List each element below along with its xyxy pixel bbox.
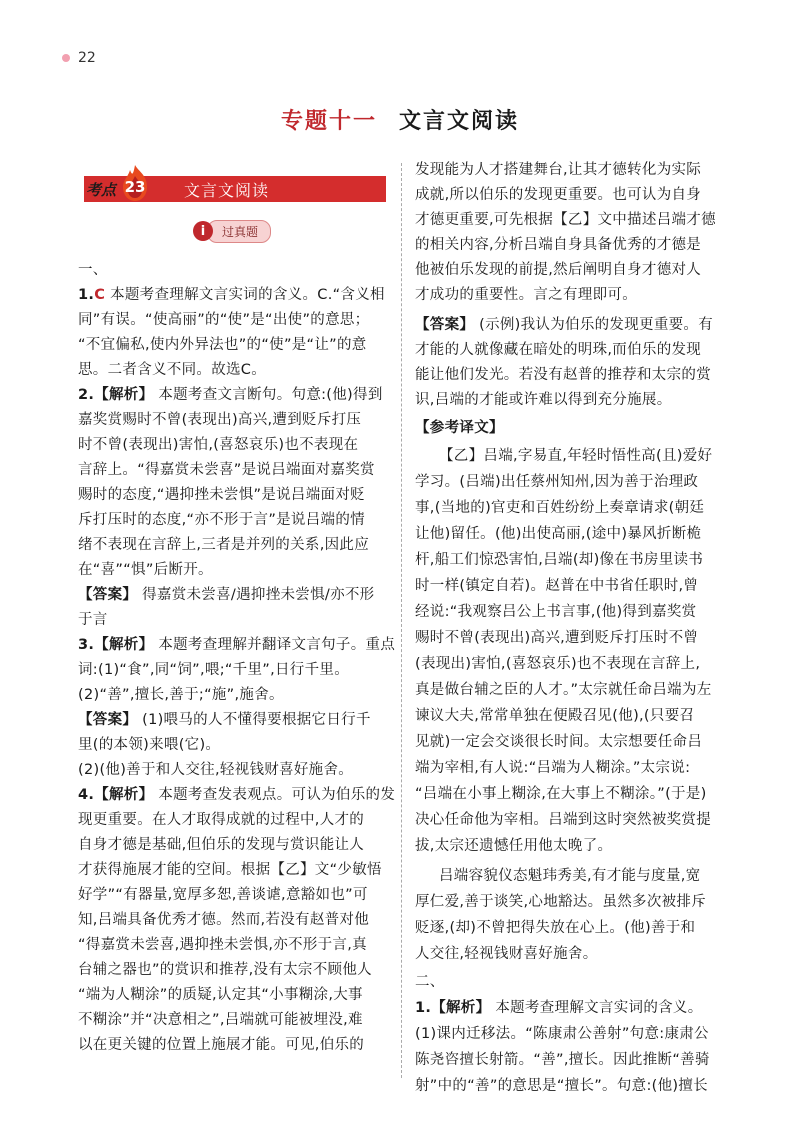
text-line: 人交往,轻视钱财喜好施舍。 [415,946,598,962]
text-line: 词:(1)“食”,同“饲”,喂;“千里”,日行千里。 [78,662,350,678]
text-line: 1.C 本题考查理解文言实词的含义。C.“含义相 [78,287,385,303]
text-line: 2.【解析】 本题考查文言断句。句意:(他)得到 [78,387,383,403]
text-line: 厚仁爱,善于谈笑,心地豁达。虽然多次被排斥 [415,894,707,910]
text-line: 让他)留任。(他)出使高丽,(途中)暴风折断桅 [415,526,702,542]
text-line: 才成功的重要性。言之有理即可。 [415,287,637,303]
page-number-text: 22 [78,50,96,66]
text-line: 里(的本领)来喂(它)。 [78,737,221,753]
text-line: “端为人糊涂”的质疑,认定其“小事糊涂,大事 [78,987,363,1003]
text-line: “不宜偏私,使内外异法也”的“使”是“让”的意 [78,337,367,353]
chapter-title-part1: 专题十一 [280,109,377,134]
chapter-title-part2: 文言文阅读 [399,109,520,134]
text-line: 赐时的态度,“遇抑挫未尝惧”是说吕端面对贬 [78,487,365,503]
text-line: 【答案】 (1)喂马的人不懂得要根据它日行千 [78,712,371,728]
text-line: 拔,太宗还遗憾任用他太晚了。 [415,838,613,854]
text-line: 发现能为人才搭建舞台,让其才德转化为实际 [415,162,702,178]
text-line: 射”中的“善”的意思是“擅长”。句意:(他)擅长 [415,1078,708,1094]
text-line: 真是做台辅之臣的人才。”太宗就任命吕端为左 [415,682,712,698]
kaodian-number-badge [120,164,150,202]
text-line: 1.【解析】 本题考查理解文言实词的含义。 [415,1000,703,1016]
text-line: 才能的人就像藏在暗处的明珠,而伯乐的发现 [415,342,702,358]
kaodian-number: 23 [124,178,146,196]
text-line: 以在更关键的位置上施展才能。可见,伯乐的 [78,1037,365,1053]
kaodian-banner [84,176,386,202]
text-line: 言辞上。“得嘉赏未尝喜”是说吕端面对嘉奖赏 [78,462,375,478]
text-line: (1)课内迁移法。“陈康肃公善射”句意:康肃公 [415,1026,709,1042]
kaodian-badge [84,176,180,202]
text-line: 嘉奖赏赐时不曾(表现出)高兴,遭到贬斥打压 [78,412,362,428]
text-line: 经说:“我观察吕公上书言事,(他)得到嘉奖赏 [415,604,697,620]
text-line: 陈尧咨擅长射箭。“善”,擅长。因此推断“善骑 [415,1052,710,1068]
text-line: 【答案】 (示例)我认为伯乐的发现更重要。有 [415,317,714,333]
text-line: 端为宰相,有人说:“吕端为人糊涂。”太宗说: [415,760,691,776]
text-line: 在“喜”“惧”后断开。 [78,562,213,578]
text-line: 能让他们发光。若没有赵普的推荐和太宗的赏 [415,367,711,383]
text-line: (表现出)害怕,(喜怒哀乐)也不表现在言辞上, [415,656,701,672]
kaodian-title: 文言文阅读 [184,180,270,200]
text-line: 不糊涂”并“决意相之”,吕端就可能被埋没,难 [78,1012,363,1028]
text-line: 一、 [78,262,108,278]
text-line: 决心任命他为宰相。吕端到这时突然被奖赏提 [415,812,711,828]
text-line: 他被伯乐发现的前提,然后阐明自身才德对人 [415,262,702,278]
text-line: 【乙】吕端,字易直,年轻时悟性高(且)爱好 [439,448,713,464]
column-divider [401,163,402,1078]
text-line: (2)“善”,擅长,善于;“施”,施舍。 [78,687,284,703]
text-line: (2)(他)善于和人交往,轻视钱财喜好施舍。 [78,762,354,778]
text-line: 见就)一定会交谈很长时间。太宗想要任命吕 [415,734,703,750]
text-line: 才德更重要,可先根据【乙】文中描述吕端才德 [415,212,716,228]
text-line: 杆,船工们惊恐害怕,吕端(却)像在书房里读书 [415,552,704,568]
text-line: 【参考译文】 [415,420,504,436]
text-line: 4.【解析】 本题考查发表观点。可认为伯乐的发 [78,787,396,803]
text-line: 自身才德是基础,但伯乐的发现与赏识能让人 [78,837,365,853]
text-line: 二、 [415,974,445,990]
text-line: “吕端在小事上糊涂,在大事上不糊涂。”(于是) [415,786,707,802]
text-line: 台辅之器也”的赏识和推荐,没有太宗不顾他人 [78,962,372,978]
text-line: 才获得施展才能的空间。根据【乙】文“少敏悟 [78,862,382,878]
text-line: 3.【解析】 本题考查理解并翻译文言句子。重点 [78,637,396,653]
text-line: 斥打压时的态度,“亦不形于言”是说吕端的情 [78,512,365,528]
chapter-title [0,104,800,135]
text-line: 贬逐,(却)不曾把得失放在心上。(他)善于和 [415,920,696,936]
text-line: 谏议大夫,常常单独在便殿召见(他),(只要召 [415,708,695,724]
text-line: 学习。(吕端)出任蔡州知州,因为善于治理政 [415,474,699,490]
guo-zhen-ti-tag [193,220,271,242]
kaodian-label: 考点 [86,180,117,199]
text-line: 好学”“有器量,宽厚多恕,善谈谑,意豁如也”可 [78,887,368,903]
text-line: 成就,所以伯乐的发现更重要。也可认为自身 [415,187,702,203]
text-line: 【答案】 得嘉赏未尝喜/遇抑挫未尝惧/亦不形 [78,587,375,603]
page-number [62,50,96,66]
text-line: 吕端容貌仪态魁玮秀美,有才能与度量,宽 [439,868,701,884]
text-line: 时不曾(表现出)害怕,(喜怒哀乐)也不表现在 [78,437,359,453]
text-line: 于言 [78,612,108,628]
text-line: 识,吕端的才能或许难以得到充分施展。 [415,392,672,408]
guo-zhen-ti-label: 过真题 [207,220,271,243]
text-line: 的相关内容,分析吕端自身具备优秀的才德是 [415,237,702,253]
page-dot-icon [62,54,70,62]
text-line: 知,吕端具备优秀才德。然而,若没有赵普对他 [78,912,370,928]
text-line: 同”有误。“使高丽”的“使”是“出使”的意思； [78,312,370,328]
info-icon: i [193,221,213,241]
text-line: 思。二者含义不同。故选C。 [78,362,267,378]
text-line: 绪不表现在言辞上,三者是并列的关系,因此应 [78,537,370,553]
text-line: 现更重要。在人才取得成就的过程中,人才的 [78,812,365,828]
text-line: “得嘉赏未尝喜,遇抑挫未尝惧,亦不形于言,真 [78,937,367,953]
text-line: 事,(当地的)官吏和百姓纷纷上奏章请求(朝廷 [415,500,705,516]
text-line: 赐时不曾(表现出)高兴,遭到贬斥打压时不曾 [415,630,699,646]
text-line: 时一样(镇定自若)。赵普在中书省任职时,曾 [415,578,699,594]
